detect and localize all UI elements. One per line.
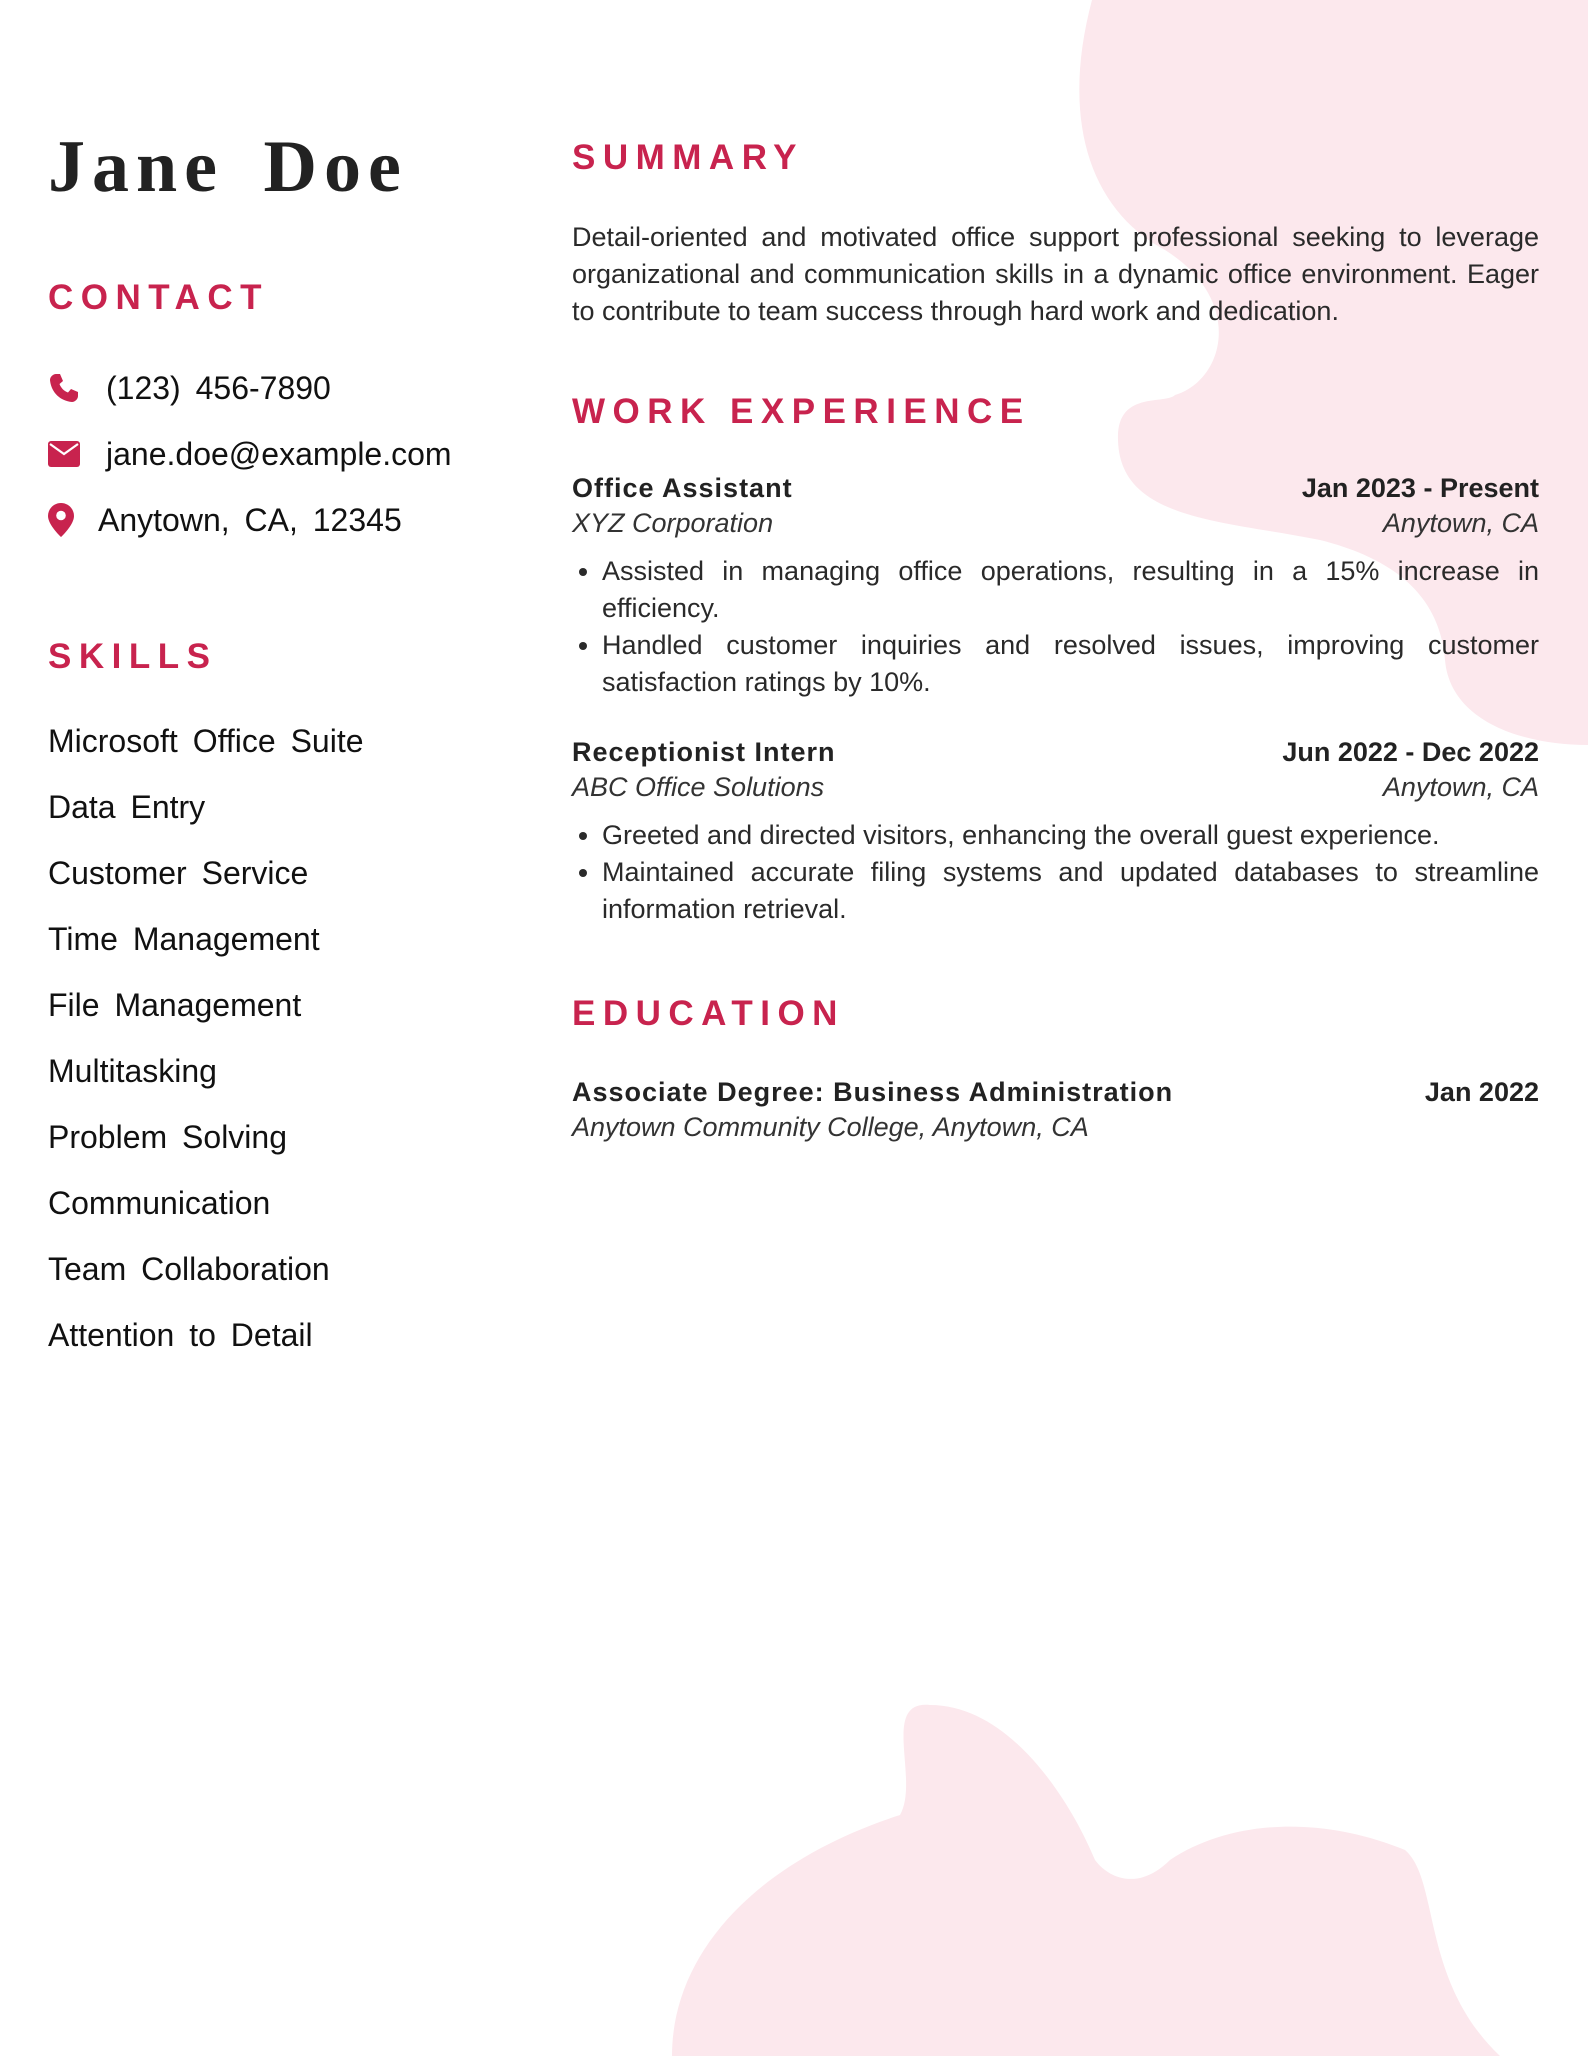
- envelope-icon: [48, 437, 82, 471]
- school-name: Anytown Community College, Anytown, CA: [572, 1112, 1089, 1142]
- job-bullet: • Maintained accurate filing systems and updated databases to streamline information retrieval.: [602, 854, 1539, 928]
- job-dates: Jun 2022 - Dec 2022: [1282, 737, 1539, 767]
- company-name: XYZ Corporation: [572, 508, 774, 538]
- skills-heading: SKILLS: [48, 637, 218, 676]
- education-heading: EDUCATION: [572, 994, 845, 1033]
- skill-item: File Management: [48, 987, 302, 1023]
- skill-item: Data Entry: [48, 789, 206, 825]
- contact-location: [48, 487, 508, 553]
- skill-item: Time Management: [48, 921, 320, 957]
- job-bullets: [572, 553, 1539, 701]
- skill-item: Multitasking: [48, 1053, 217, 1089]
- left-column: [48, 126, 508, 1368]
- skill-item: Microsoft Office Suite: [48, 723, 364, 759]
- job-title: Office Assistant: [572, 473, 793, 503]
- job-bullets: [572, 817, 1539, 928]
- contact-list: [48, 355, 508, 553]
- contact-email: [48, 421, 508, 487]
- phone-icon: [48, 371, 82, 405]
- candidate-name: Jane Doe: [48, 126, 408, 208]
- job-header: [572, 737, 1539, 768]
- job-bullet: • Handled customer inquiries and resolved issues, improving customer satisfaction ratings by 10%.: [602, 627, 1539, 701]
- summary-heading: SUMMARY: [572, 138, 805, 177]
- job-dates: Jan 2023 - Present: [1301, 473, 1539, 503]
- education-subheader: [572, 1112, 1539, 1143]
- bottom-blob: [672, 1705, 1500, 2056]
- education-entry: [572, 1077, 1539, 1143]
- skill-item: Team Collaboration: [48, 1251, 330, 1287]
- skill-item: Problem Solving: [48, 1119, 287, 1155]
- education-header: [572, 1077, 1539, 1108]
- contact-heading: CONTACT: [48, 278, 269, 317]
- job-entry: [572, 473, 1539, 701]
- job-header: [572, 473, 1539, 504]
- skills-list: [48, 708, 508, 1368]
- summary-text: Detail-oriented and motivated office support professional seeking to leverage organizational and communication skills in a dynamic office environment. Eager to contribute to team success through hard work and dedication.: [572, 222, 1539, 326]
- right-column: [572, 140, 1539, 1143]
- job-location: Anytown, CA: [1382, 772, 1539, 802]
- job-subheader: [572, 772, 1539, 803]
- company-name: ABC Office Solutions: [572, 772, 825, 802]
- skill-item: Customer Service: [48, 855, 309, 891]
- skill-item: Communication: [48, 1185, 271, 1221]
- job-subheader: [572, 508, 1539, 539]
- skill-item: Attention to Detail: [48, 1317, 313, 1353]
- job-entry: [572, 737, 1539, 928]
- job-title: Receptionist Intern: [572, 737, 836, 767]
- email-address: jane.doe@example.com: [106, 435, 452, 472]
- degree-name: Associate Degree: Business Administration: [572, 1077, 1174, 1107]
- phone-number: (123) 456-7890: [106, 369, 331, 406]
- location-text: Anytown, CA, 12345: [98, 501, 402, 538]
- job-bullet: • Assisted in managing office operations, resulting in a 15% increase in efficiency.: [602, 553, 1539, 627]
- graduation-date: Jan 2022: [1424, 1077, 1539, 1107]
- job-location: Anytown, CA: [1382, 508, 1539, 538]
- map-pin-icon: [48, 503, 82, 537]
- work-experience-heading: WORK EXPERIENCE: [572, 392, 1031, 431]
- job-bullet: • Greeted and directed visitors, enhancing the overall guest experience.: [602, 817, 1539, 854]
- contact-phone: [48, 355, 508, 421]
